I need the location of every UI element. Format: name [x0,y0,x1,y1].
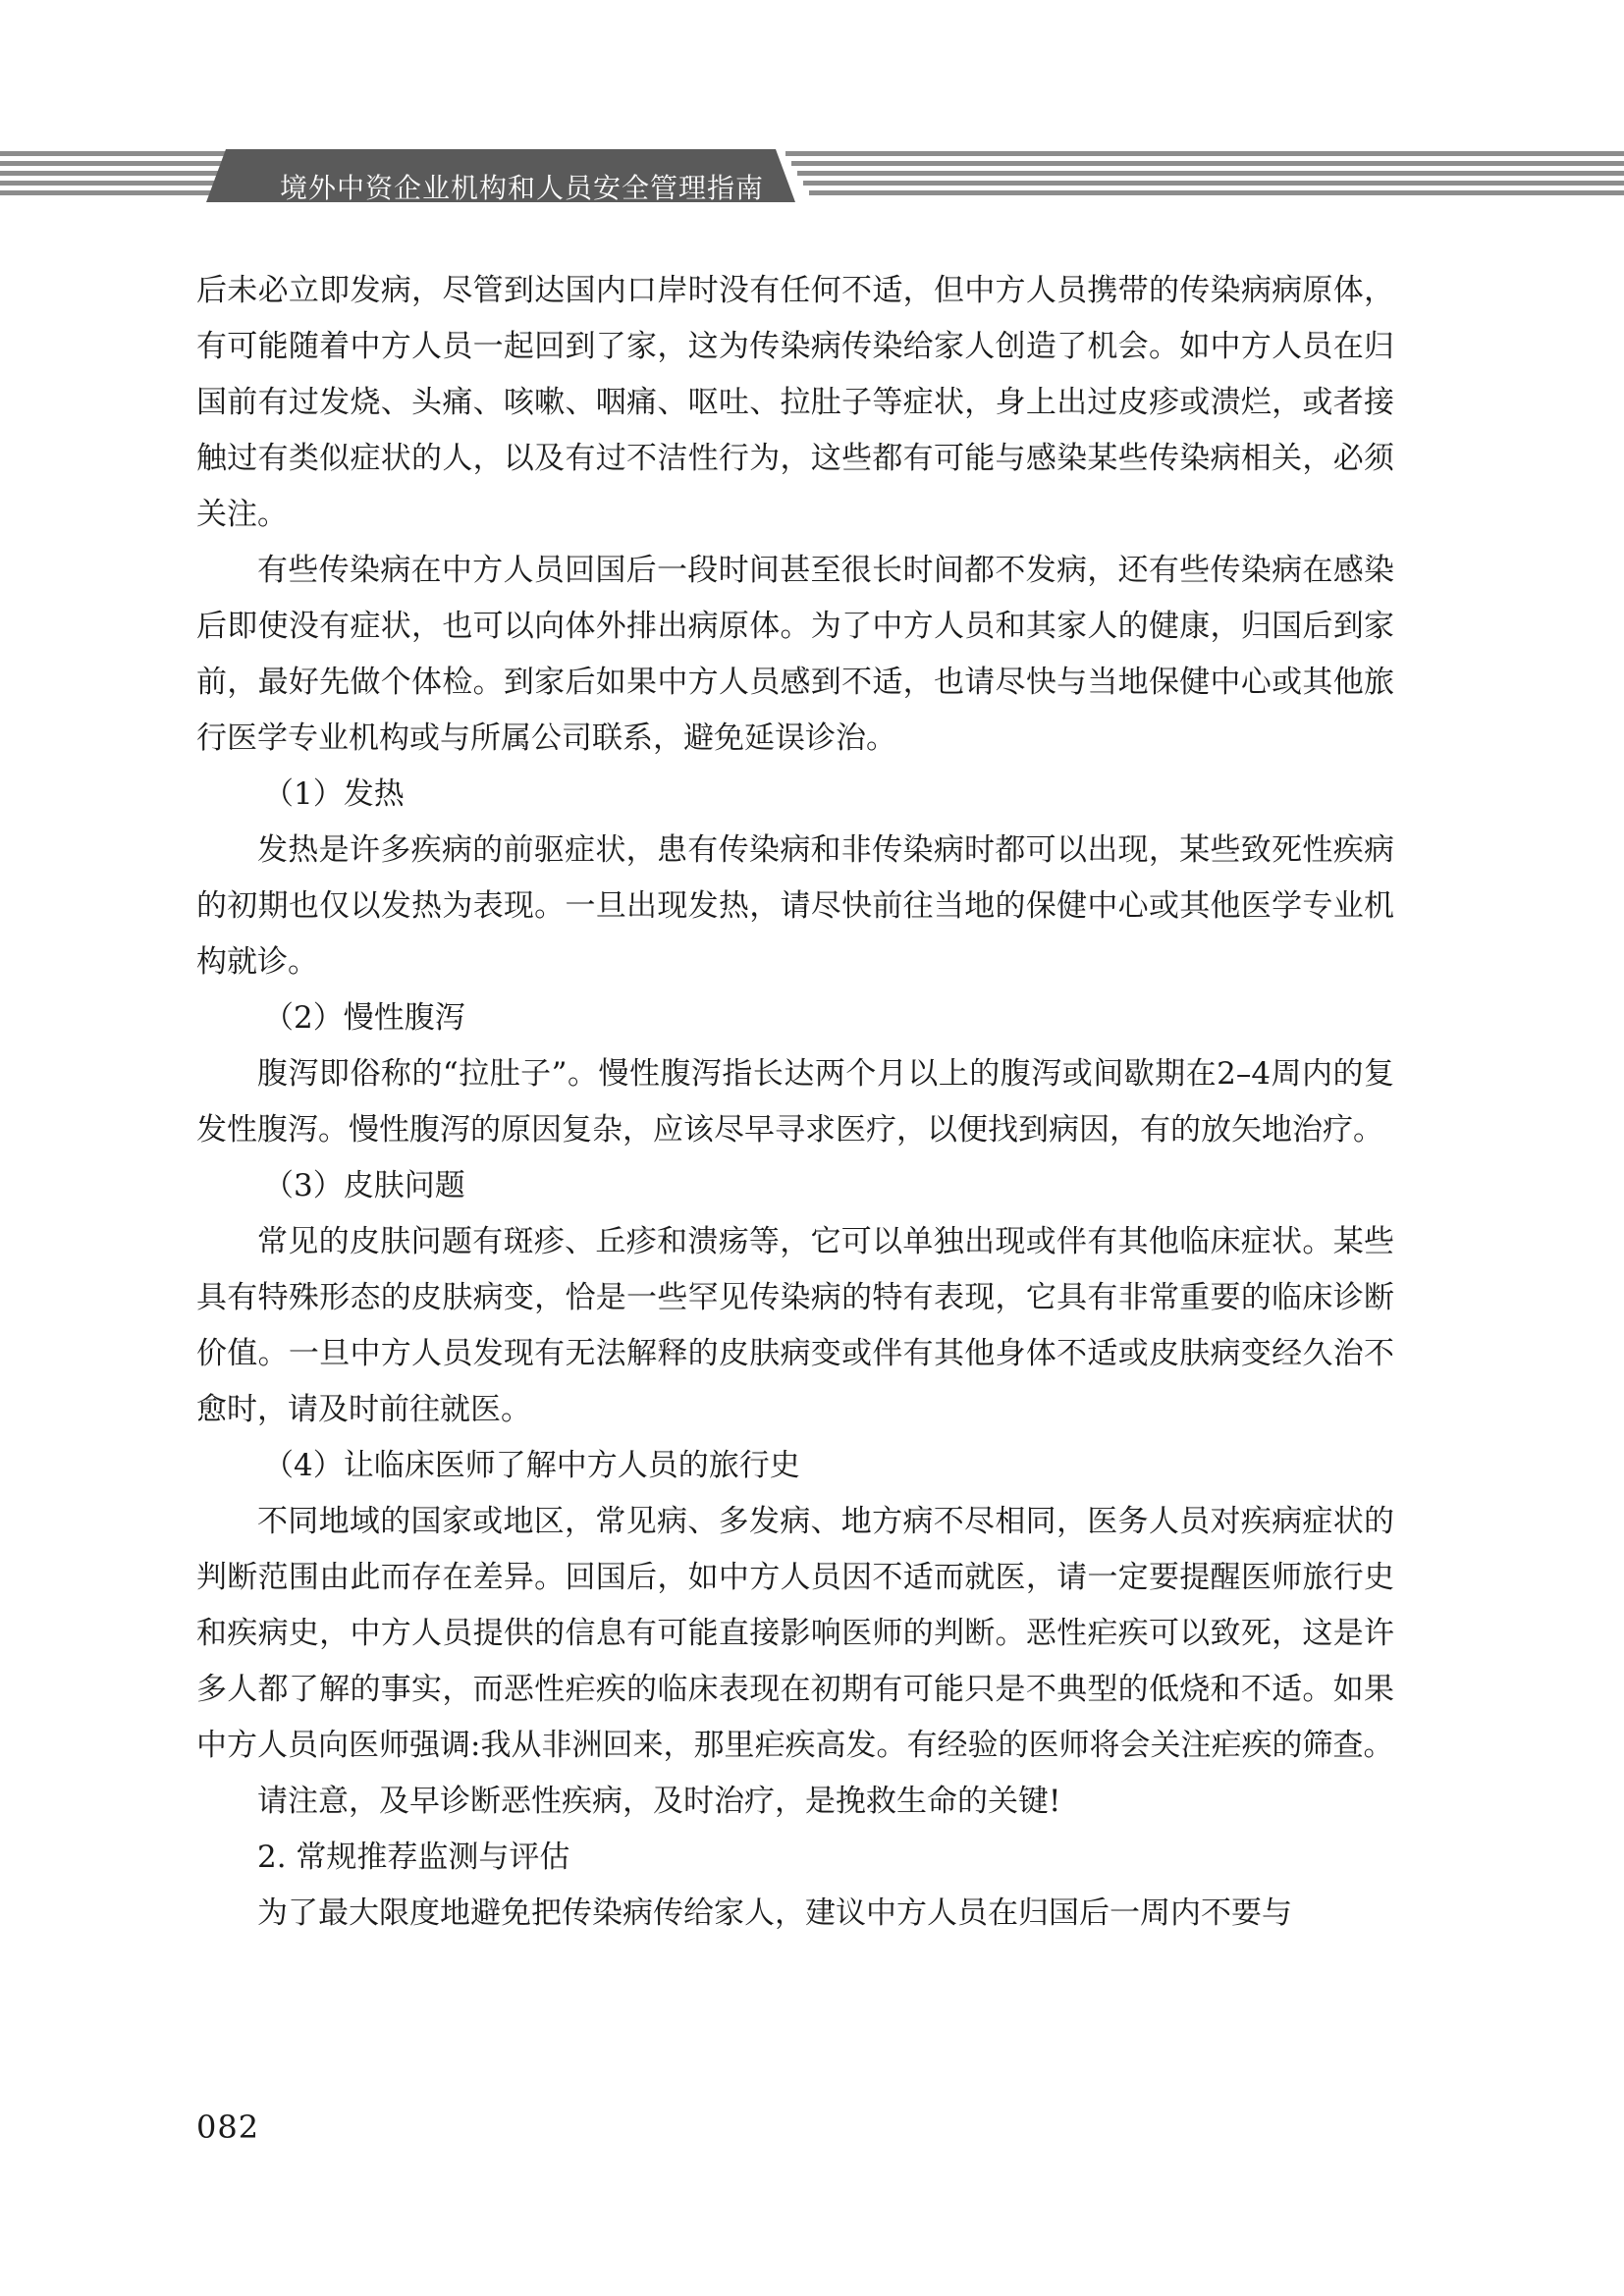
paragraph: 不同地域的国家或地区，常见病、多发病、地方病不尽相同，医务人员对疾病症状的判断范围由此而存在差异。回国后，如中方人员因不适而就医，请一定要提醒医师旅行史和疾病史，中方人员提供的信息有可能直接影响医师的判断。恶性疟疾可以致死，这是许多人都了解的事实，而恶性疟疾的临床表现在初期有可能只是不典型的低烧和不适。如果中方人员向医师强调:我从非洲回来，那里疟疾高发。有经验的医师将会关注疟疾的筛查。 [196,1504,1394,1763]
page-number: 082 [196,2109,260,2146]
header-stripes-graphic [0,145,1624,206]
paragraph: 有些传染病在中方人员回国后一段时间甚至很长时间都不发病，还有些传染病在感染后即使没有症状，也可以向体外排出病原体。为了中方人员和其家人的健康，归国后到家前，最好先做个体检。到家后如果中方人员感到不适，也请尽快与当地保健中心或其他旅行医学专业机构或与所属公司联系，避免延误诊治。 [196,553,1394,756]
subheading-fever: （1）发热 [263,776,405,812]
subheading-chronic-diarrhea: （2）慢性腹泻 [263,1000,465,1036]
paragraph-continued: 后未必立即发病，尽管到达国内口岸时没有任何不适，但中方人员携带的传染病病原体，有可能随着中方人员一起回到了家，这为传染病传染给家人创造了机会。如中方人员在归国前有过发烧、头痛、咳嗽、咽痛、呕吐、拉肚子等症状，身上出过皮疹或溃烂，或者接触过有类似症状的人，以及有过不洁性行为，这些都有可能与感染某些传染病相关，必须关注。 [196,273,1394,532]
paragraph-notice: 请注意，及早诊断恶性疾病，及时治疗，是挽救生命的关键! [257,1784,1061,1819]
subheading-skin-problems: （3）皮肤问题 [263,1168,465,1203]
section-heading: 2. 常规推荐监测与评估 [257,1840,570,1875]
paragraph: 腹泻即俗称的“拉肚子”。慢性腹泻指长达两个月以上的腹泻或间歇期在2–4周内的复发性腹泻。慢性腹泻的原因复杂，应该尽早寻求医疗，以便找到病因，有的放矢地治疗。 [196,1056,1394,1148]
running-header-title: 境外中资企业机构和人员安全管理指南 [280,172,765,204]
paragraph: 为了最大限度地避免把传染病传给家人，建议中方人员在归国后一周内不要与 [257,1896,1292,1931]
running-header-band [0,145,1624,206]
paragraph: 常见的皮肤问题有斑疹、丘疹和溃疡等，它可以单独出现或伴有其他临床症状。某些具有特殊形态的皮肤病变，恰是一些罕见传染病的特有表现，它具有非常重要的临床诊断价值。一旦中方人员发现有无法解释的皮肤病变或伴有其他身体不适或皮肤病变经久治不愈时，请及时前往就医。 [196,1224,1394,1427]
paragraph: 发热是许多疾病的前驱症状，患有传染病和非传染病时都可以出现，某些致死性疾病的初期也仅以发热为表现。一旦出现发热，请尽快前往当地的保健中心或其他医学专业机构就诊。 [196,832,1394,980]
subheading-travel-history: （4）让临床医师了解中方人员的旅行史 [263,1448,800,1483]
body-text [196,263,1394,1942]
